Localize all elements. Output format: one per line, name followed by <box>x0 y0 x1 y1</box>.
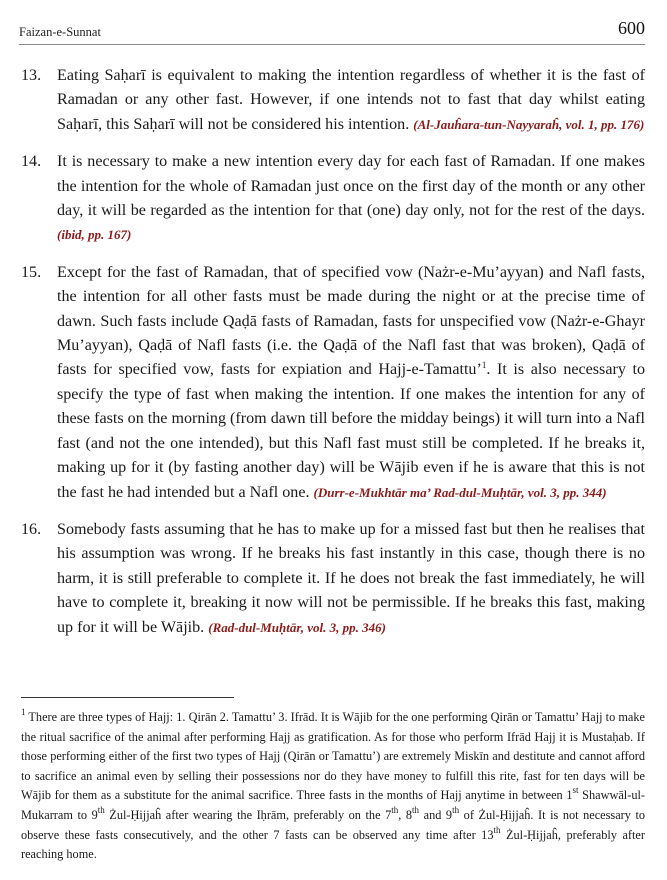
item-number: 14. <box>21 153 42 171</box>
item-text-continued: . It is also necessary to specify the type of fast when making the intention. If one makes the intention for any of these fasts on the morning (from dawn till before the midday beings) it will turn into a Nafl fast (and not the one intended), but this Nafl fast must still be completed. If he breaks it, making up for it (by fasting another day) will be Wājib even if he is aware that this is not the fast he had intended but a Nafl one. <box>57 361 646 501</box>
item-text: Except for the fast of Ramadan, that of specified vow (Nażr-e-Mu’ayyan) and Nafl fasts, the intention for all other fasts must be made during the night or at the precise time of dawn. Such fasts include Qaḍā fasts of Ramadan, fasts for unspecified vow (Nażr-e-Ghayr Mu’ayyan), Qaḍā of Nafl fasts (i.e. the Qaḍā of the Nafl fast that was broken), Qaḍā of fasts for specified vow, fasts for expiation and Hajj-e-Tamattu’ <box>57 263 645 379</box>
ordinal-suffix: th <box>97 804 105 815</box>
ordinal-suffix: th <box>391 804 399 815</box>
running-title: Faizan-e-Sunnat <box>19 25 101 39</box>
item-number: 16. <box>21 520 42 538</box>
ordinal-suffix: th <box>452 804 460 815</box>
citation: (Al-Jauĥara-tun-Nayyaraĥ, vol. 1, pp. 176) <box>413 116 645 132</box>
footnote-text: of Żul-Ḥijjaĥ. It is not necessary to observe these fasts consecutively, and the other 7 fasts can be observed any time after 13 <box>21 807 646 842</box>
footnote-marker: 1 <box>21 707 26 717</box>
item-text: Eating Saḥarī is equivalent to making the intention regardless of whether it is the fast of Ramadan or any other fast. However, if one intends not to fast that day whilst eating Saḥarī, this Saḥarī will not be considered his intention. <box>57 67 645 133</box>
item-number: 13. <box>21 67 42 84</box>
citation: (Durr-e-Mukhtār ma’ Rad-dul-Muḥtār, vol. 3, pp. 344) <box>313 484 607 500</box>
page-header <box>19 18 645 45</box>
footnote-text: There are three types of Hajj: 1. Qirān 2. Tamattu’ 3. Ifrād. It is Wājib for the one performing Qirān or Tamattu’ Hajj to make the ritual sacrifice of the animal after performing Hajj as gratification. As for those who perform Ifrād Hajj it is Mustaḥab. If those performing either of the first two types of Hajj (Qirān or Tamattu’) are extremely Miskīn and destitute and cannot afford to sacrifice an animal even by selling their possessions nor do they have money to fulfill this rite, fast for ten days will be Wājib for them as a substitute for the animal sacrifice. Three fasts in the months of Hajj anytime in between 1 <box>21 710 645 803</box>
citation: (ibid, pp. 167) <box>57 227 132 243</box>
page-number: 600 <box>618 18 645 38</box>
item-number: 15. <box>21 263 42 281</box>
numbered-list <box>21 64 645 653</box>
footnote-text: Shawwāl-ul-Mukarram to 9 <box>21 788 645 822</box>
citation: (Rad-dul-Muḥtār, vol. 3, pp. 346) <box>208 619 386 635</box>
list-item <box>21 518 645 640</box>
footnote <box>21 708 645 865</box>
list-item <box>21 150 645 248</box>
footnote-divider <box>21 697 234 698</box>
item-text: Somebody fasts assuming that he has to make up for a missed fast but then he realises that his assumption was wrong. If he breaks his fast instantly in this case, though there is no harm, it is still preferable to complete it. If he does not break the fast immediately, he will have to complete it, breaking it now will not be permissible. If he breaks this fast, making up for it will be Wājib. <box>57 520 645 636</box>
footnote-text: and 9 <box>419 807 453 822</box>
list-item <box>21 261 645 505</box>
ordinal-suffix: st <box>572 785 579 796</box>
footnote-text: , 8 <box>398 807 413 822</box>
ordinal-suffix: th <box>493 824 501 835</box>
footnote-reference[interactable]: 1 <box>481 360 487 371</box>
list-item <box>21 64 645 137</box>
ordinal-suffix: th <box>412 804 420 815</box>
footnote-text: Żul-Ḥijjaĥ after wearing the Iḥrām, preferably on the 7 <box>104 807 392 822</box>
footnote-text: Żul-Ḥijjaĥ, preferably after reaching home. <box>21 827 645 862</box>
item-text: It is necessary to make a new intention every day for each fast of Ramadan. If one makes the intention for the whole of Ramadan just once on the first day of the month or any other day, it will be regarded as the intention for that (one) day only, not for the rest of the days. <box>57 153 645 220</box>
